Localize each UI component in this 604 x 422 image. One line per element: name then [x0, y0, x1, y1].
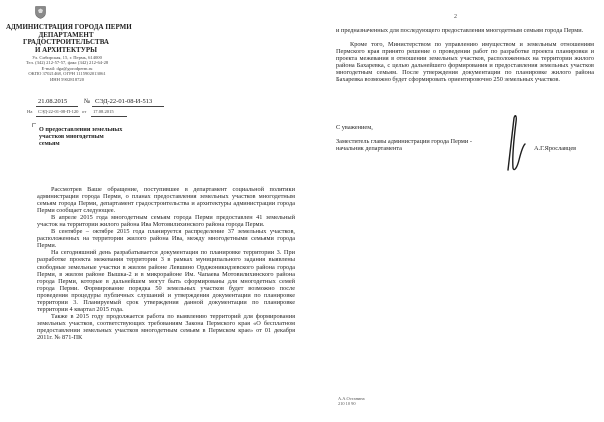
handwritten-signature	[500, 112, 534, 174]
ref-from: от	[82, 109, 87, 114]
body-paragraph-4: На сегодняшний день разрабатывается документация по планировке территории 3. При разработке проекта межевания территории 3 в рамках муниципального задания выявлены свободные земельные участки в жилом районе Левшино Орджоникидзевского района города Перми, в жилом районе Вышка-2 и в микрорайоне Им. Чапаева Мотовилихинского района города Перми, которые в дальнейшем могут быть сформированы для многодетных семей города Перми. Формирование порядка 50 земельных участков будет возможно после проведения процедуры публичных слушаний и утверждения документации по планировке территории 3. Планируемый срок утверждения данной документации по планировке территории 4 квартал 2015 года.	[37, 249, 295, 313]
subject-line-2: участков многодетным	[39, 133, 104, 140]
letter-page-2	[302, 0, 604, 422]
number-sign: №	[84, 98, 91, 105]
signer-title	[336, 138, 472, 152]
body-paragraph-5: Также в 2015 году продолжается работа по выявлению территорий для формирования земельных участков, соответствующих требованиям Закона Пермского края «О бесплатном предоставлении земельных участков многодетным семьям в Пермском крае» от 01 декабря 2011г. № 871-ПК	[37, 312, 295, 341]
subject	[39, 126, 122, 147]
ref-date: 17.08.2015	[93, 109, 114, 114]
executor-phone: 210 10 90	[338, 401, 356, 406]
ref-label: На	[27, 109, 33, 114]
letter-body	[37, 186, 295, 341]
closing-greeting: С уважением,	[336, 124, 373, 131]
org-line-department: ДЕПАРТАМЕНТ	[38, 30, 94, 39]
city-emblem-icon	[35, 6, 46, 19]
body-paragraph-3: В сентябре – октябре 2015 года планируется распределение 37 земельных участков, расположенных на территории жилого района Ива, между многодетными семьями города Перми.	[37, 228, 295, 250]
org-contacts	[8, 55, 126, 82]
org-phone: Тел. (342) 212-57-57, факс (342) 212-64-28	[25, 60, 109, 66]
continuation-paragraph: и предназначенных для последующего предоставления многодетным семьям города Перми.	[336, 27, 584, 34]
outgoing-number: СЭД-22-01-08-И-513	[95, 98, 153, 105]
ref-date-underline	[91, 116, 127, 117]
org-line-urban-planning: ГРАДОСТРОИТЕЛЬСТВА	[22, 38, 109, 47]
org-inn: ИНН 5902818720	[49, 76, 85, 82]
body-paragraph-6: Кроме того, Министерством по управлению имуществом и земельным отношениям Пермского края принято решение о проведении работ по разработке проекта планировки и проекта межевания в отношении земельных участков, расположенных на территории жилого района Бахаревка, с целью дальнейшего формирования и предоставления земельных участков многодетным семьям. После утверждения документации по планировке жилого района Бахаревка возможно будет сформировать ориентировочно 250 земельных участков.	[336, 41, 594, 84]
org-line-administration: АДМИНИСТРАЦИЯ ГОРОДА ПЕРМИ	[6, 23, 132, 31]
subject-line-1: О предоставлении земельных	[39, 126, 123, 133]
ref-number-underline	[36, 116, 80, 117]
page-number: 2	[454, 14, 457, 20]
body-paragraph-2: В апреле 2015 года многодетным семьям города Перми предоставлен 41 земельный участок на территории жилого района Ива Мотовилихинского района города Перми.	[37, 214, 295, 229]
body-paragraph-1: Рассмотрев Ваше обращение, поступившее в департамент социальной политики администрации города Перми, о планах предоставления земельных участков многодетным семьям города Перми, департамент градостроительства и архитектуры администрации города Перми сообщает следующее.	[37, 186, 295, 215]
date-underline	[36, 106, 78, 107]
number-underline	[92, 106, 164, 107]
org-email: E-mail: dga@gorodperm.ru	[41, 65, 93, 71]
signer-title-line-1: Заместитель главы администрации города Перми -	[336, 138, 472, 145]
org-header	[6, 23, 132, 54]
signer-name: А.Г.Ярославцев	[534, 145, 577, 152]
org-okpo: ОКПО 37021468, ОГРН 1115902013061	[28, 71, 106, 77]
ref-number: СЭД-22-01-08-П-120	[38, 109, 79, 114]
org-line-architecture: И АРХИТЕКТУРЫ	[34, 45, 98, 54]
subject-corner-icon	[32, 123, 36, 127]
subject-line-3: семьям	[39, 140, 60, 147]
signer-title-line-2: начальник департамента	[336, 145, 402, 153]
executor-name: А.А.Останина	[338, 396, 365, 401]
org-address: Ул. Сибирская, 15, г. Пермь, 614000	[32, 55, 102, 60]
outgoing-date: 21.08.2015	[38, 98, 68, 105]
executor-info	[338, 396, 365, 406]
continuation-text	[336, 27, 594, 83]
